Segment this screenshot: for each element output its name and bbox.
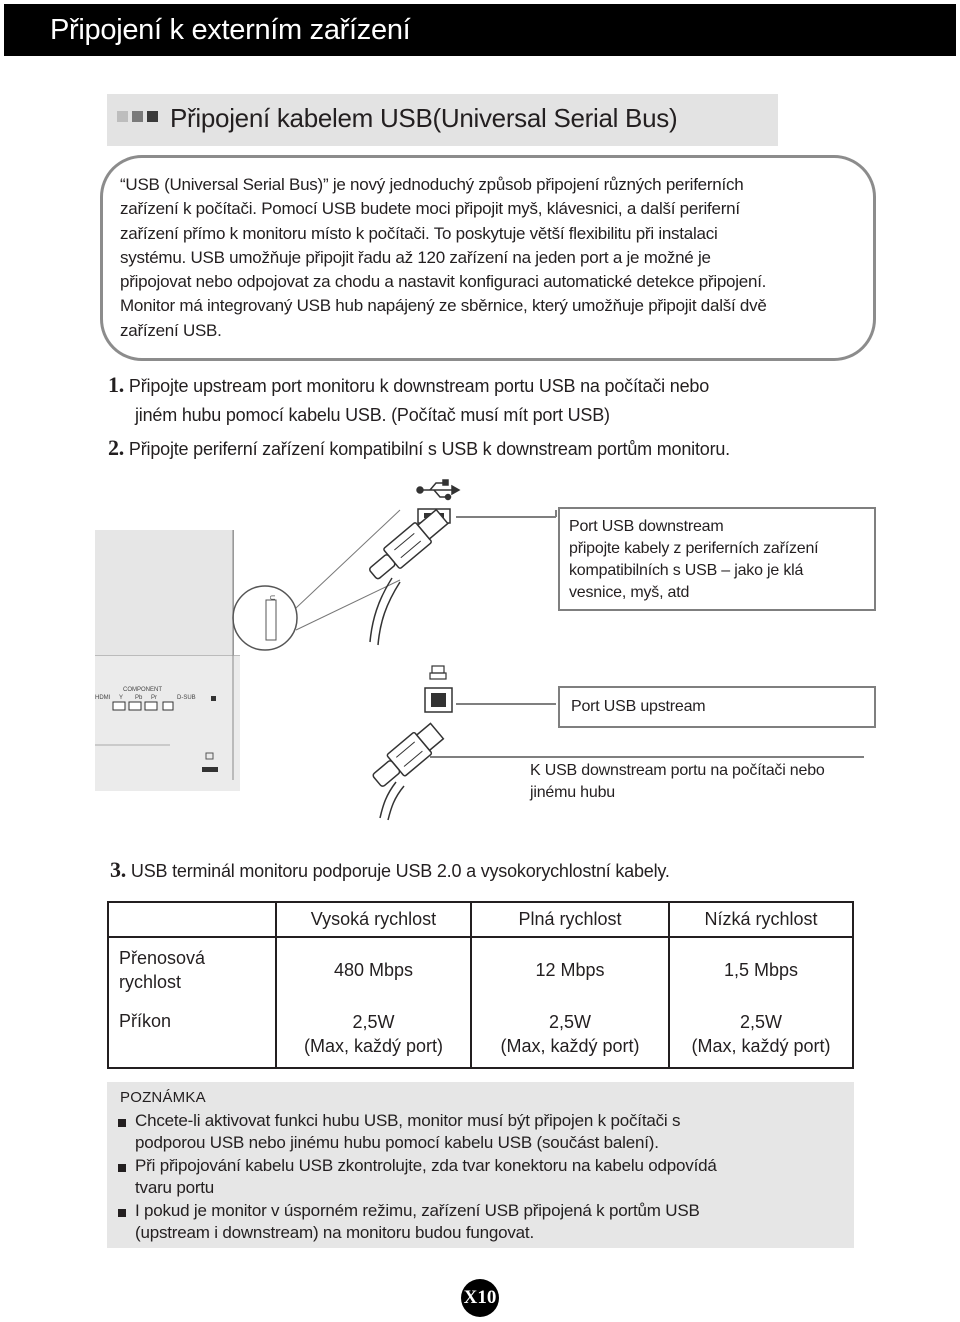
intro-line: zařízení přímo k monitoru místo k počítači. To poskytuje větší flexibilitu při instalaci xyxy=(120,223,718,243)
y-label: Y xyxy=(119,695,124,701)
table-header-cell: Nízká rychlost xyxy=(669,902,853,937)
list-item xyxy=(117,1110,837,1153)
row-label xyxy=(108,937,276,1001)
component-port xyxy=(129,702,141,710)
note-line: I pokud je monitor v úsporném režimu, zařízení USB připojená k portům USB xyxy=(135,1201,700,1220)
downstream-callout xyxy=(558,507,876,611)
row-label-line: Příkon xyxy=(119,1011,172,1031)
table-header-row xyxy=(108,902,853,937)
usb-cable xyxy=(370,578,392,642)
usb-trident-icon xyxy=(417,480,459,500)
cell-line: 12 Mbps xyxy=(535,959,605,980)
step-number: 2. xyxy=(108,435,125,460)
list-item xyxy=(117,1155,837,1198)
note-box xyxy=(107,1082,854,1248)
panel-usb-port xyxy=(266,600,276,640)
list-item xyxy=(117,1200,837,1243)
table-cell xyxy=(669,1001,853,1068)
step-text: Připojte periferní zařízení kompatibilní s USB k downstream portům monitoru. xyxy=(128,439,730,459)
square-icon xyxy=(117,111,128,122)
table-header-cell: Vysoká rychlost xyxy=(276,902,471,937)
note-list xyxy=(117,1110,837,1245)
intro-line: zařízení USB. xyxy=(120,320,222,340)
section-heading xyxy=(107,94,778,146)
step-1-continued xyxy=(135,405,610,426)
bullet-icon xyxy=(118,1164,126,1172)
usb-cable xyxy=(380,782,396,818)
step-text: jiném hubu pomocí kabelu USB. (Počítač musí mít port USB) xyxy=(135,405,610,425)
component-port xyxy=(113,702,125,710)
step-text: Připojte upstream port monitoru k downstream portu USB na počítači nebo xyxy=(128,376,710,396)
step-number: 1. xyxy=(108,372,125,397)
cell-line: 2,5W xyxy=(352,1012,395,1032)
intro-line: systému. USB umožňuje připojit řadu až 120 zařízení na jeden port a je možné je xyxy=(120,247,711,267)
upstream-callout xyxy=(558,686,876,728)
intro-line: zařízení k počítači. Pomocí USB budete moci připojit myš, klávesnici, a další periferní xyxy=(120,199,740,219)
highlight-circle xyxy=(233,586,297,650)
table-cell xyxy=(471,1001,669,1068)
hdmi-label: HDMI xyxy=(95,695,111,701)
section-title: Připojení kabelem USB(Universal Serial Bus) xyxy=(170,103,678,133)
intro-line: “USB (Universal Serial Bus)” je nový jednoduchý způsob připojení různých periferních xyxy=(120,175,744,194)
table-cell xyxy=(276,1001,471,1068)
pr-label: Pr xyxy=(151,695,157,701)
intro-line: připojovat nebo odpojovat za chodu a nastavit konfiguraci automatické detekce připojení. xyxy=(120,272,767,292)
square-icon xyxy=(132,111,143,122)
page-header xyxy=(4,4,956,56)
table-row xyxy=(108,937,853,1001)
cell-line: (Max, každý port) xyxy=(303,1036,444,1056)
step-number: 3. xyxy=(110,857,127,882)
step-text: USB terminál monitoru podporuje USB 2.0 a vysokorychlostní kabely. xyxy=(130,861,670,881)
cell-line: (Max, každý port) xyxy=(500,1036,640,1056)
usb-symbol-icon xyxy=(211,696,216,701)
square-icon xyxy=(147,111,158,122)
note-line: podporou USB nebo jinému hubu pomocí kabelu USB (součást balení). xyxy=(135,1132,659,1152)
cell-line: 480 Mbps xyxy=(333,959,414,980)
cell-line: (Max, každý port) xyxy=(691,1036,831,1056)
bullet-icon xyxy=(118,1119,126,1127)
intro-text xyxy=(120,173,868,343)
table-row xyxy=(108,1001,853,1068)
pc-caption xyxy=(530,760,825,804)
table-header-cell xyxy=(108,902,276,937)
upstream-port-insert xyxy=(431,693,446,707)
note-line: Chcete-li aktivovat funkci hubu USB, monitor musí být připojen k počítači s xyxy=(135,1111,681,1130)
caption-line: K USB downstream portu na počítači nebo xyxy=(530,762,825,779)
leader-line xyxy=(296,580,400,630)
component-port xyxy=(163,702,173,710)
cell-line: 2,5W xyxy=(548,1012,591,1032)
usb-cable xyxy=(378,582,400,645)
dsub-label: D-SUB xyxy=(177,695,196,701)
caption-line: jinému hubu xyxy=(530,784,615,801)
callout-line-text: vesnice, myš, atd xyxy=(569,584,690,601)
step-1 xyxy=(108,372,709,398)
step-2 xyxy=(108,435,730,461)
usb-speed-table xyxy=(107,901,854,1069)
callout-line-text: kompatibilních s USB – jako je klá xyxy=(569,562,804,579)
callout-line-text: připojte kabely z periferních zařízení xyxy=(569,540,819,557)
row-label xyxy=(108,1001,276,1068)
pb-label: Pb xyxy=(135,695,143,701)
cell-line: 1,5 Mbps xyxy=(723,959,799,980)
bullet-icon xyxy=(118,1209,126,1217)
note-title: POZNÁMKA xyxy=(120,1089,206,1106)
component-port xyxy=(145,702,157,710)
callout-line-text: Port USB upstream xyxy=(571,698,706,715)
row-label-line: Přenosová xyxy=(119,948,206,968)
table-cell xyxy=(471,937,669,1001)
usb-b-symbol-icon xyxy=(430,666,446,679)
usb-a-plug-icon xyxy=(365,507,451,585)
intro-box xyxy=(100,155,876,361)
intro-line: Monitor má integrovaný USB hub napájený ze sběrnice, který umožňuje připojit další dvě xyxy=(120,296,767,316)
component-label: COMPONENT xyxy=(123,687,162,693)
table-header-cell: Plná rychlost xyxy=(471,902,669,937)
note-line: Při připojování kabelu USB zkontrolujte, zda tvar konektoru na kabelu odpovídá xyxy=(135,1156,717,1175)
lock-icon xyxy=(206,753,213,759)
note-line: tvaru portu xyxy=(135,1177,215,1197)
callout-line-text: Port USB downstream xyxy=(569,518,724,535)
table-cell xyxy=(669,937,853,1001)
row-label-line: rychlost xyxy=(119,972,182,992)
cell-line: 2,5W xyxy=(739,1012,782,1032)
page-number: X10 xyxy=(461,1279,499,1317)
table-cell xyxy=(276,937,471,1001)
note-line: (upstream i downstream) na monitoru budou fungovat. xyxy=(135,1222,534,1242)
lock-slot xyxy=(202,767,218,772)
step-3 xyxy=(110,857,670,883)
page-title: Připojení k externím zařízení xyxy=(50,14,411,46)
